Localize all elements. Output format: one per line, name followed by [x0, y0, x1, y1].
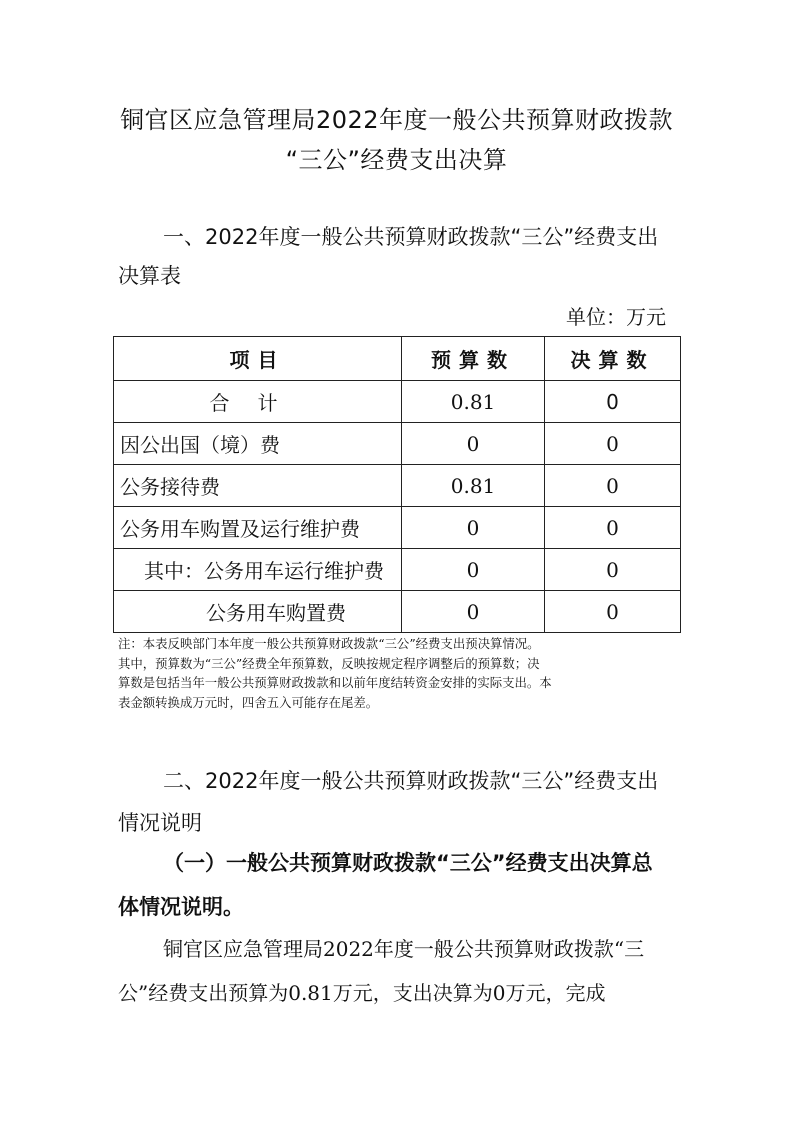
paragraph-line2: 公”经费支出预算为0.81万元，支出决算为0万元，完成	[118, 981, 606, 1005]
row-budget: 0	[402, 507, 545, 549]
note-line: 表金额转换成万元时，四舍五入可能存在尾差。	[118, 694, 379, 710]
table-row	[114, 465, 681, 507]
subsection1-heading-line2: 体情况说明。	[118, 895, 244, 919]
note-line: 注：本表反映部门本年度一般公共预算财政拨款“三公”经费支出预决算情况。	[118, 636, 540, 651]
row-budget: 0.81	[402, 465, 545, 507]
row-actual: 0	[545, 591, 681, 633]
row-actual: 0	[545, 423, 681, 465]
row-budget: 0	[402, 549, 545, 591]
header-budget: 预算数	[402, 337, 545, 381]
table-row-total	[114, 381, 681, 423]
note-line: 其中，预算数为“三公”经费全年预算数，反映按规定程序调整后的预算数；决	[118, 655, 540, 671]
row-budget: 0	[402, 423, 545, 465]
unit-label: 单位：万元	[566, 305, 666, 329]
note-line: 算数是包括当年一般公共预算财政拨款和以前年度结转资金安排的实际支出。本	[118, 675, 552, 690]
row-actual: 0	[545, 465, 681, 507]
row-budget: 0.81	[402, 381, 545, 423]
section1-heading-line1: 一、2022年度一般公共预算财政拨款“三公”经费支出	[163, 225, 659, 249]
header-actual: 决算数	[545, 337, 681, 381]
table-header-row	[114, 337, 681, 381]
row-actual: 0	[545, 507, 681, 549]
document-title-line1: 铜官区应急管理局2022年度一般公共预算财政拨款	[119, 106, 674, 134]
header-item: 项目	[114, 337, 402, 381]
table-row	[114, 423, 681, 465]
table-row	[114, 591, 681, 633]
row-label: 公务接待费	[114, 465, 402, 507]
row-budget: 0	[402, 591, 545, 633]
section2-heading-line1: 二、2022年度一般公共预算财政拨款“三公”经费支出	[163, 769, 659, 793]
row-label: 公务用车购置费	[114, 591, 402, 633]
row-actual: 0	[545, 381, 681, 423]
table-row	[114, 549, 681, 591]
section1-heading-line2: 决算表	[118, 264, 181, 288]
section2-heading-line2: 情况说明	[118, 811, 202, 835]
row-label: 因公出国（境）费	[114, 423, 402, 465]
expense-table	[113, 336, 681, 633]
table-note	[118, 634, 683, 712]
document-title-line2: “三公”经费支出决算	[285, 146, 508, 174]
row-label: 合计	[114, 381, 402, 423]
subsection1-heading-line1: （一）一般公共预算财政拨款“三公”经费支出决算总	[163, 851, 653, 875]
paragraph-line1: 铜官区应急管理局2022年度一般公共预算财政拨款“三	[163, 937, 645, 961]
row-actual: 0	[545, 549, 681, 591]
row-label: 公务用车购置及运行维护费	[114, 507, 402, 549]
row-label: 其中：公务用车运行维护费	[114, 549, 402, 591]
table-row	[114, 507, 681, 549]
